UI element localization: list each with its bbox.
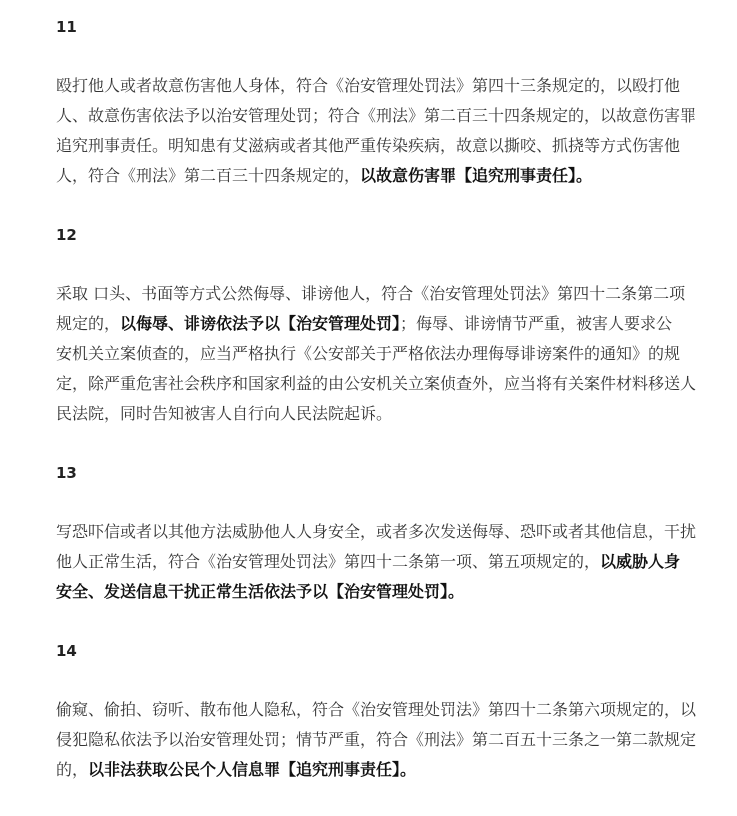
paragraph-line [56,399,716,429]
bold-highlight-segment: 安全、发送信息干扰正常生活依法予以【治安管理处罚】。 [56,582,465,601]
paragraph-line [56,101,716,131]
paragraph-line [56,309,716,339]
paragraph-line [56,161,716,191]
paragraph-line [56,279,716,309]
paragraph-line [56,131,716,161]
paragraph-line [56,517,716,547]
text-segment: 民法院，同时告知被害人自行向人民法院起诉。 [56,404,393,423]
section-number-12: 12 [56,226,77,244]
paragraph-line [56,547,716,577]
bold-highlight-segment: 以故意伤害罪【追究刑事责任】。 [360,166,593,185]
section-number-13: 13 [56,464,77,482]
text-segment: 定，除严重危害社会秩序和国家利益的由公安机关立案侦查外，应当将有关案件材料移送人 [56,374,697,393]
text-segment: 侵犯隐私依法予以治安管理处罚；情节严重，符合《刑法》第二百五十三条之一第二款规定 [56,730,697,749]
text-segment: 他人正常生活，符合《治安管理处罚法》第四十二条第一项、第五项规定的， [56,552,601,571]
text-segment: ；侮辱、诽谤情节严重，被害人要求公 [400,314,673,333]
paragraph-line [56,339,716,369]
paragraph-line [56,725,716,755]
paragraph-line [56,577,716,607]
bold-highlight-segment: 以非法获取公民个人信息罪【追究刑事责任】。 [88,760,417,779]
text-segment: 的， [56,760,89,779]
bold-highlight-segment: 以侮辱、诽谤依法予以【治安管理处罚】 [120,314,401,333]
paragraph-line [56,71,716,101]
text-segment: 采取 口头、书面等方式公然侮辱、诽谤他人，符合《治安管理处罚法》第四十二条第二项 [56,284,686,303]
text-segment: 写恐吓信或者以其他方法威胁他人人身安全，或者多次发送侮辱、恐吓或者其他信息，干扰 [56,522,697,541]
bold-highlight-segment: 以威胁人身 [600,552,681,571]
text-segment: 追究刑事责任。明知患有艾滋病或者其他严重传染疾病，故意以撕咬、抓挠等方式伤害他 [56,136,681,155]
paragraph-11 [56,71,716,191]
text-segment: 规定的， [56,314,121,333]
paragraph-line [56,695,716,725]
paragraph-13 [56,517,716,607]
text-segment: 人，符合《刑法》第二百三十四条规定的， [56,166,361,185]
paragraph-14 [56,695,716,785]
text-segment: 殴打他人或者故意伤害他人身体，符合《治安管理处罚法》第四十三条规定的，以殴打他 [56,76,681,95]
section-number-11: 11 [56,18,77,36]
text-segment: 偷窥、偷拍、窃听、散布他人隐私，符合《治安管理处罚法》第四十二条第六项规定的，以 [56,700,697,719]
paragraph-line [56,755,716,785]
text-segment: 安机关立案侦查的，应当严格执行《公安部关于严格依法办理侮辱诽谤案件的通知》的规 [56,344,681,363]
paragraph-12 [56,279,716,429]
text-segment: 人、故意伤害依法予以治安管理处罚；符合《刑法》第二百三十四条规定的，以故意伤害罪 [56,106,697,125]
paragraph-line [56,369,716,399]
section-number-14: 14 [56,642,77,660]
